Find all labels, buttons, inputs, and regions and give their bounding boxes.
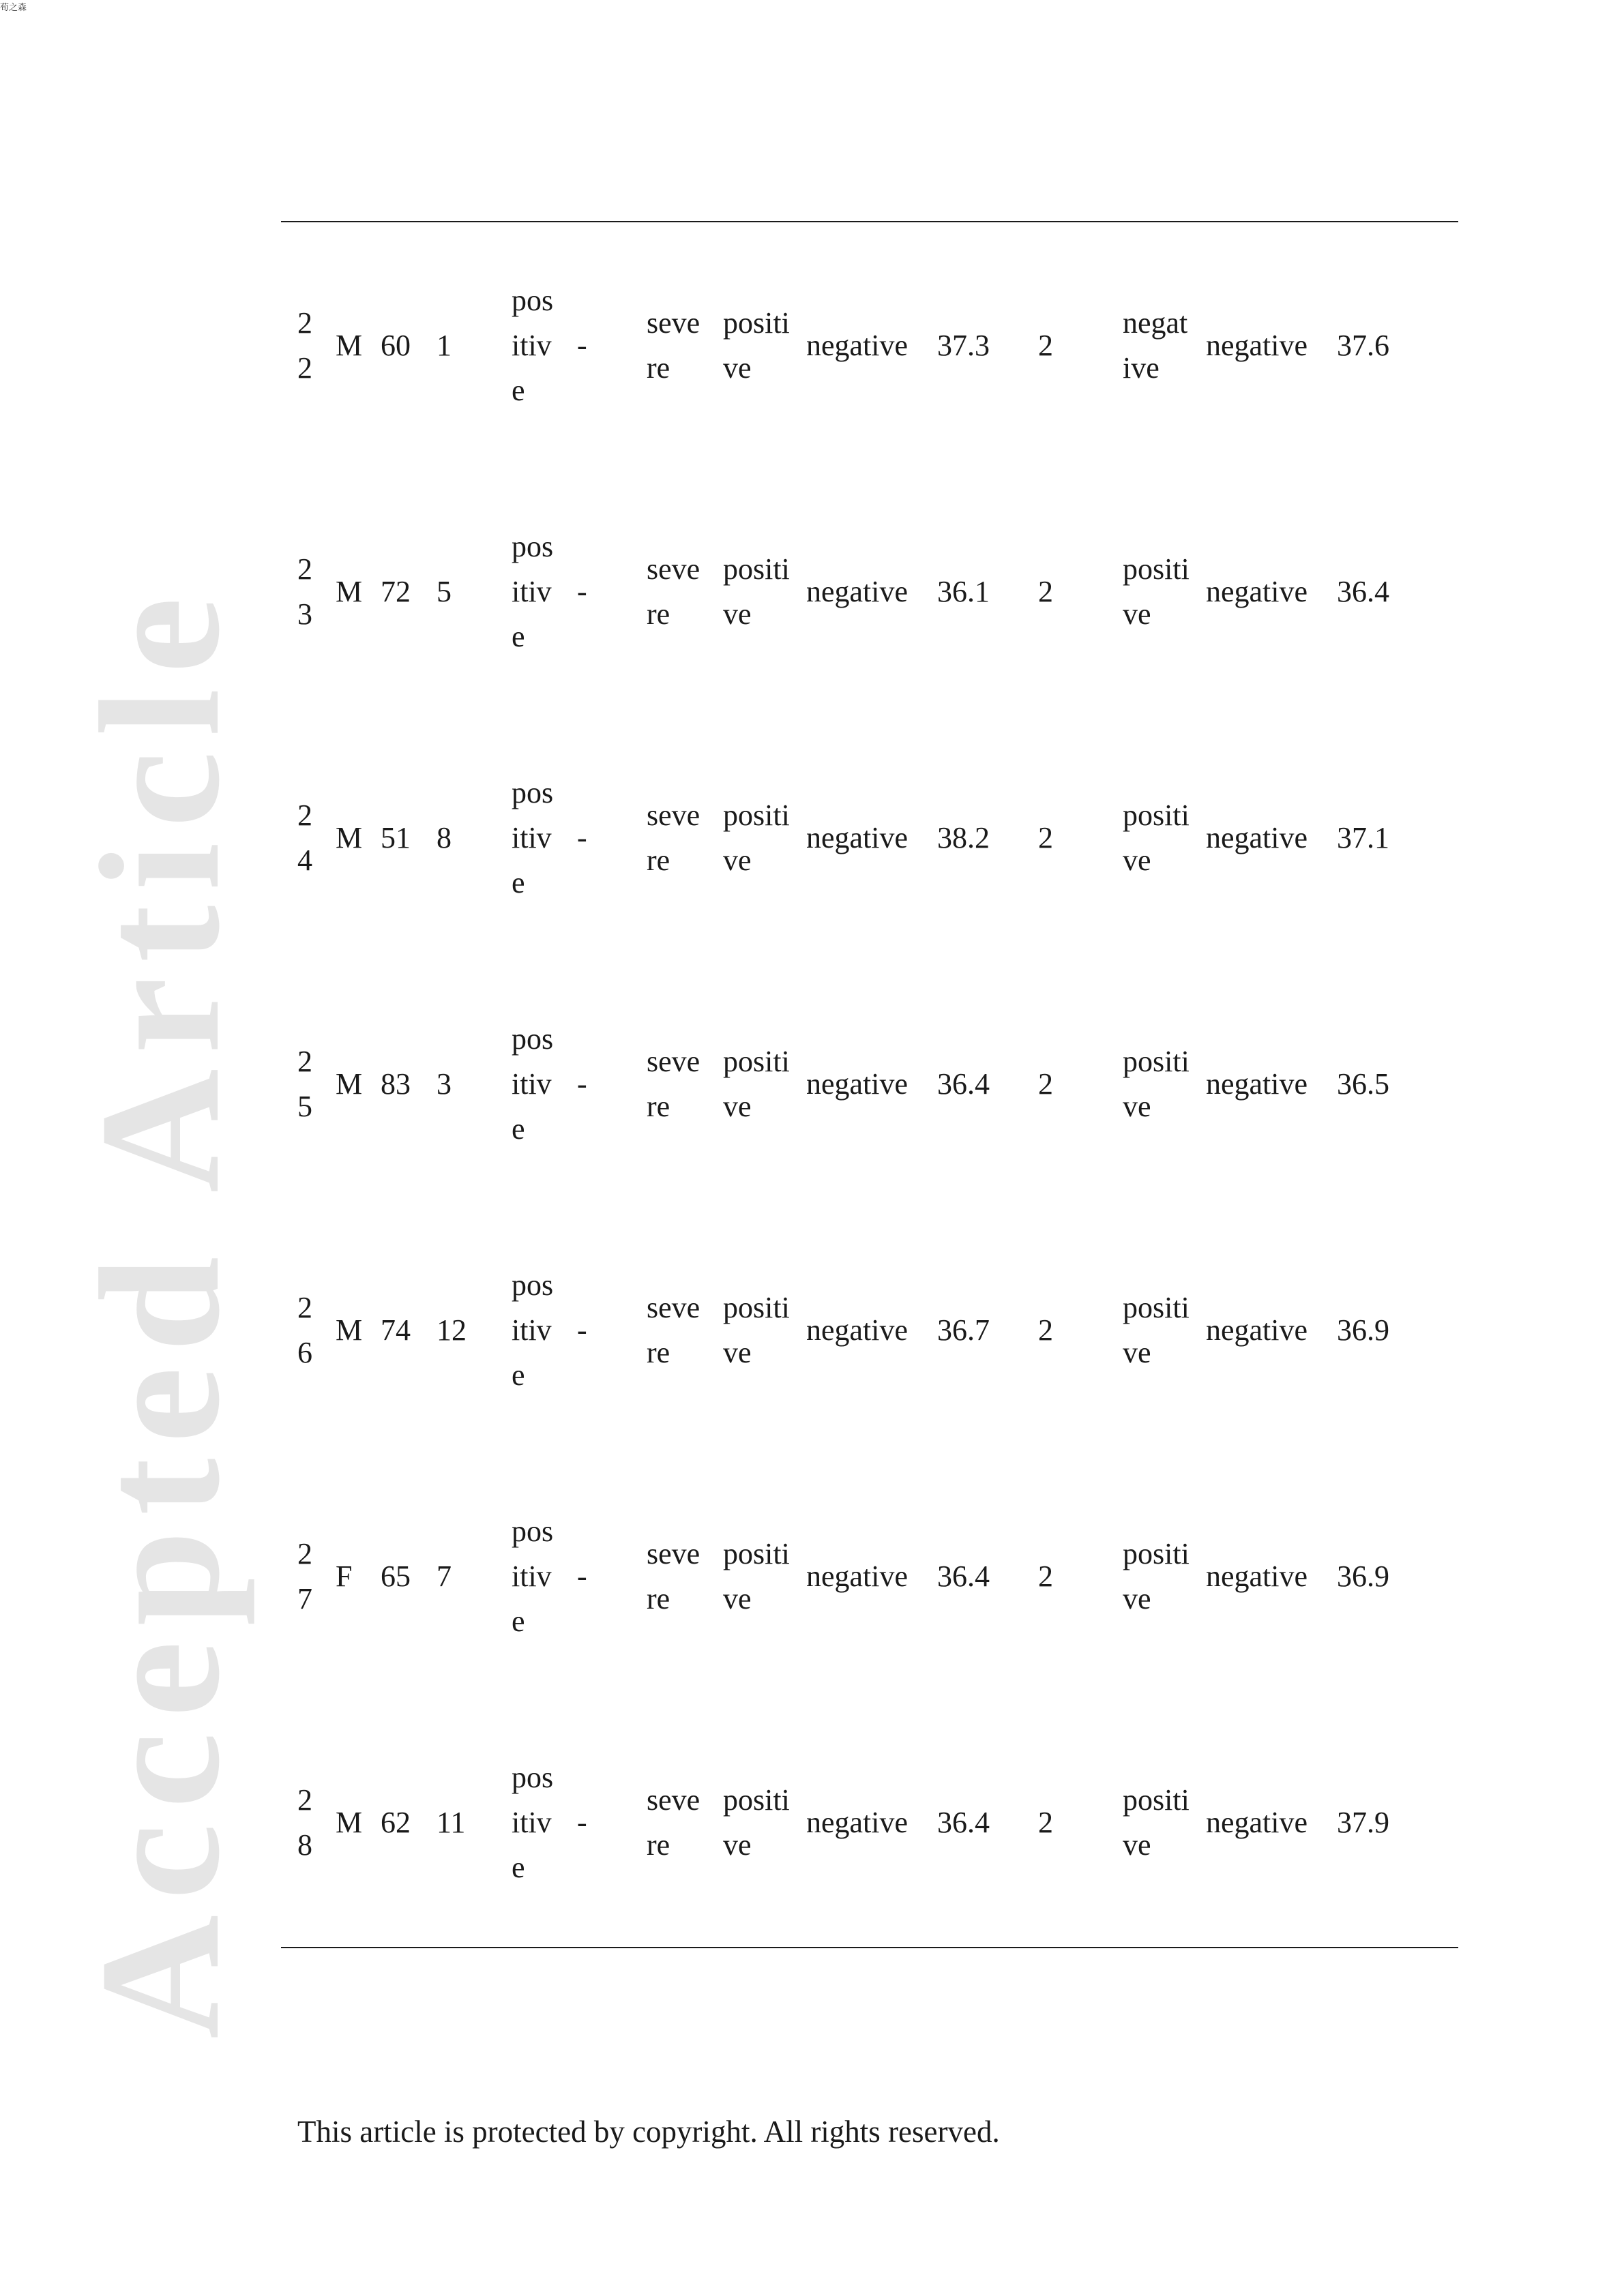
cell-sex: M — [336, 1313, 363, 1347]
cell-marker-f: negative — [1206, 820, 1308, 854]
cell-grade: 2 — [1038, 574, 1053, 608]
cell-duration: 8 — [437, 820, 452, 854]
cell-value-b: 37.6 — [1337, 328, 1389, 362]
cell-marker-d: negative — [806, 1313, 909, 1347]
cell-value-a: 36.4 — [937, 1805, 990, 1839]
cell-marker-a: positive — [512, 1268, 554, 1392]
cell-marker-f: negative — [1206, 574, 1308, 608]
cell-marker-d: negative — [806, 1559, 909, 1593]
cell-age: 60 — [381, 328, 411, 362]
cell-marker-b: - — [577, 328, 587, 362]
cell-marker-e: positive — [1123, 1290, 1190, 1369]
cell-severity: severe — [647, 552, 700, 631]
cell-marker-e: positive — [1123, 552, 1190, 631]
cell-value-b: 37.1 — [1337, 820, 1389, 854]
cell-duration: 12 — [437, 1313, 467, 1347]
cell-marker-d: negative — [806, 820, 909, 854]
cell-value-a: 36.4 — [937, 1559, 990, 1593]
cell-marker-e: positive — [1123, 798, 1190, 877]
accepted-article-watermark: Accepted Article — [64, 582, 255, 2039]
cell-marker-e: positive — [1123, 1783, 1190, 1862]
cell-marker-a: positive — [512, 283, 554, 407]
cell-marker-a: positive — [512, 775, 554, 899]
cell-case-number: 23 — [297, 552, 312, 631]
cell-grade: 2 — [1038, 1067, 1053, 1101]
cell-grade: 2 — [1038, 328, 1053, 362]
cell-case-number: 28 — [297, 1783, 312, 1862]
cell-marker-c: positive — [723, 1536, 790, 1615]
cell-duration: 3 — [437, 1067, 452, 1101]
cell-marker-a: positive — [512, 1514, 554, 1638]
table-row — [281, 1207, 1458, 1453]
cell-severity: severe — [647, 305, 700, 385]
cell-sex: M — [336, 574, 363, 608]
cell-marker-c: positive — [723, 552, 790, 631]
cell-age: 62 — [381, 1805, 411, 1839]
table-bottom-rule — [281, 1947, 1458, 1948]
cell-case-number: 26 — [297, 1290, 312, 1369]
cell-marker-b: - — [577, 820, 587, 854]
cell-duration: 11 — [437, 1805, 466, 1839]
cell-sex: F — [336, 1559, 353, 1593]
cell-marker-c: positive — [723, 798, 790, 877]
cell-grade: 2 — [1038, 1559, 1053, 1593]
cell-value-a: 38.2 — [937, 820, 990, 854]
cell-age: 51 — [381, 820, 411, 854]
cell-marker-a: positive — [512, 1022, 554, 1146]
cell-marker-f: negative — [1206, 1805, 1308, 1839]
cell-marker-f: negative — [1206, 1559, 1308, 1593]
patient-data-table — [281, 222, 1458, 1945]
corner-label: 荀之森 — [0, 3, 27, 13]
cell-value-b: 37.9 — [1337, 1805, 1389, 1839]
cell-marker-f: negative — [1206, 1067, 1308, 1101]
cell-marker-b: - — [577, 1067, 587, 1101]
cell-severity: severe — [647, 1783, 700, 1862]
cell-severity: severe — [647, 1536, 700, 1615]
cell-severity: severe — [647, 1290, 700, 1369]
cell-grade: 2 — [1038, 1805, 1053, 1839]
cell-case-number: 22 — [297, 305, 312, 385]
cell-duration: 1 — [437, 328, 452, 362]
cell-severity: severe — [647, 798, 700, 877]
table-row — [281, 222, 1458, 468]
cell-sex: M — [336, 328, 363, 362]
cell-marker-d: negative — [806, 328, 909, 362]
cell-marker-d: negative — [806, 1805, 909, 1839]
cell-case-number: 24 — [297, 798, 312, 877]
cell-marker-b: - — [577, 1313, 587, 1347]
cell-value-a: 37.3 — [937, 328, 990, 362]
cell-marker-e: negative — [1123, 305, 1188, 385]
cell-marker-b: - — [577, 1559, 587, 1593]
cell-value-a: 36.7 — [937, 1313, 990, 1347]
cell-marker-d: negative — [806, 1067, 909, 1101]
cell-marker-b: - — [577, 574, 587, 608]
cell-value-a: 36.1 — [937, 574, 990, 608]
cell-duration: 7 — [437, 1559, 452, 1593]
cell-marker-c: positive — [723, 1044, 790, 1123]
cell-age: 72 — [381, 574, 411, 608]
cell-marker-a: positive — [512, 529, 554, 653]
cell-marker-f: negative — [1206, 328, 1308, 362]
cell-marker-c: positive — [723, 305, 790, 385]
cell-value-b: 36.5 — [1337, 1067, 1389, 1101]
cell-marker-f: negative — [1206, 1313, 1308, 1347]
cell-sex: M — [336, 820, 363, 854]
copyright-notice: This article is protected by copyright. All rights reserved. — [297, 2115, 1000, 2149]
table-row — [281, 961, 1458, 1207]
cell-age: 83 — [381, 1067, 411, 1101]
cell-value-b: 36.9 — [1337, 1313, 1389, 1347]
table-row — [281, 715, 1458, 961]
table-body — [281, 222, 1458, 1945]
cell-marker-a: positive — [512, 1760, 554, 1884]
cell-marker-e: positive — [1123, 1044, 1190, 1123]
cell-grade: 2 — [1038, 1313, 1053, 1347]
cell-severity: severe — [647, 1044, 700, 1123]
cell-age: 74 — [381, 1313, 411, 1347]
cell-marker-e: positive — [1123, 1536, 1190, 1615]
cell-age: 65 — [381, 1559, 411, 1593]
table-row — [281, 1699, 1458, 1945]
cell-value-a: 36.4 — [937, 1067, 990, 1101]
cell-value-b: 36.4 — [1337, 574, 1389, 608]
cell-value-b: 36.9 — [1337, 1559, 1389, 1593]
cell-grade: 2 — [1038, 820, 1053, 854]
cell-case-number: 27 — [297, 1536, 312, 1615]
cell-marker-c: positive — [723, 1290, 790, 1369]
cell-sex: M — [336, 1805, 363, 1839]
cell-marker-b: - — [577, 1805, 587, 1839]
cell-marker-c: positive — [723, 1783, 790, 1862]
table-row — [281, 468, 1458, 715]
table-row — [281, 1453, 1458, 1699]
cell-case-number: 25 — [297, 1044, 312, 1123]
cell-sex: M — [336, 1067, 363, 1101]
cell-duration: 5 — [437, 574, 452, 608]
cell-marker-d: negative — [806, 574, 909, 608]
